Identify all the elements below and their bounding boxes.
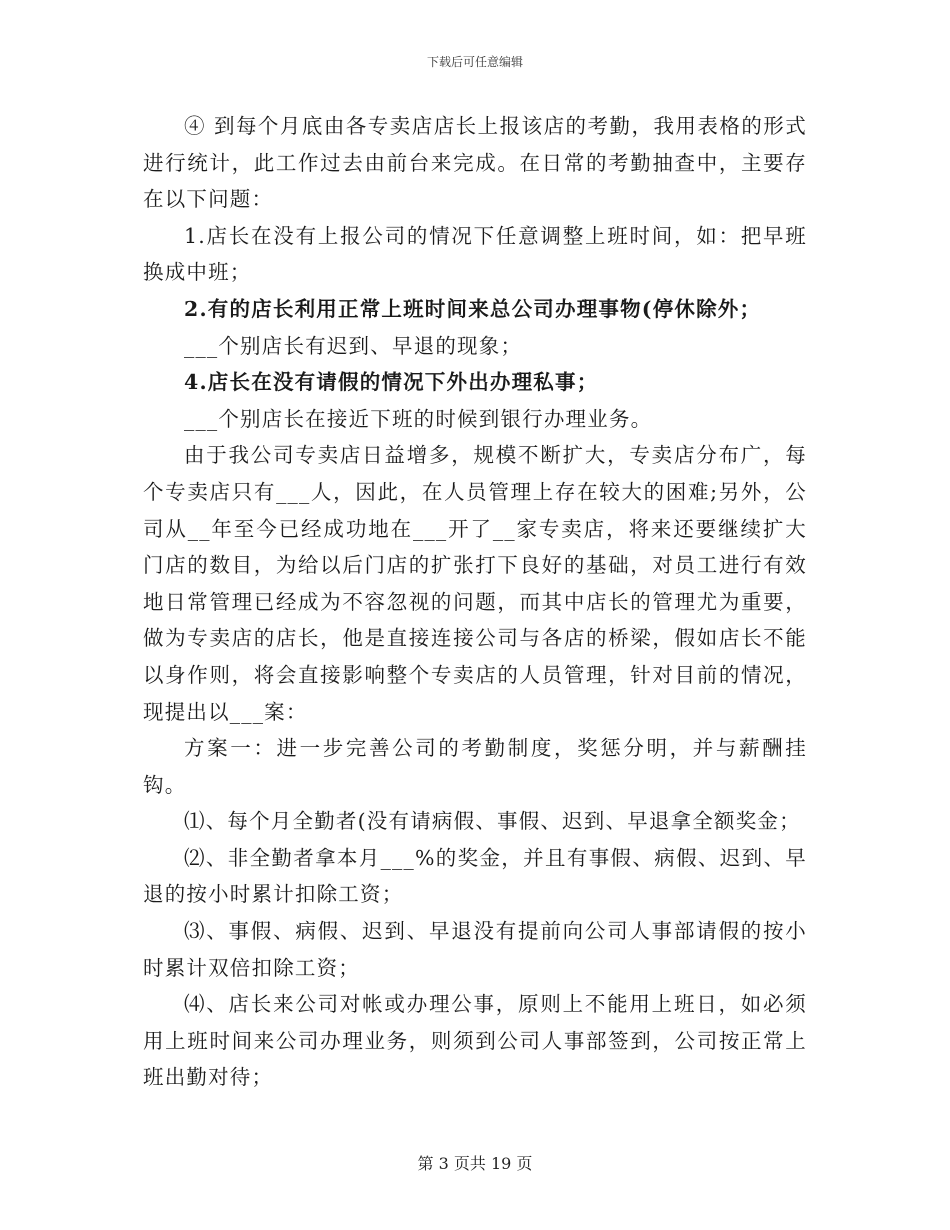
paragraph: ⑶、事假、病假、迟到、早退没有提前向公司人事部请假的按小时累计双倍扣除工资； xyxy=(143,919,807,980)
paragraph: ④ 到每个月底由各专卖店店长上报该店的考勤，我用表格的形式进行统计，此工作过去由前台来完成。在日常的考勤抽查中，主要存在以下问题： xyxy=(143,114,807,212)
paragraph: ⑴、每个月全勤者(没有请病假、事假、迟到、早退拿全额奖金； xyxy=(184,809,801,834)
header-note: 下载后可任意编辑 xyxy=(426,55,523,69)
paragraph: 1.店长在没有上报公司的情况下任意调整上班时间，如：把早班换成中班； xyxy=(143,223,807,285)
paragraph: 方案一：进一步完善公司的考勤制度，奖惩分明，并与薪酬挂钩。 xyxy=(143,736,807,797)
paragraph: ⑷、店长来公司对帐或办理公事，原则上不能用上班日，如必须用上班时间来公司办理业务，则须到公司人事部签到，公司按正常上班出勤对待； xyxy=(143,992,807,1090)
paragraph: 2.有的店长利用正常上班时间来总公司办理事物(停休除外； xyxy=(184,296,762,321)
paragraph: ___个别店长有迟到、早退的现象； xyxy=(184,333,523,358)
paragraph: ⑵、非全勤者拿本月___%的奖金，并且有事假、病假、迟到、早退的按小时累计扣除工资； xyxy=(143,845,807,907)
paragraph: ___个别店长在接近下班的时候到银行办理业务。 xyxy=(184,406,653,431)
page-number: 第 3 页共 19 页 xyxy=(417,1154,533,1173)
paragraph: 4.店长在没有请假的情况下外出办理私事； xyxy=(184,370,599,395)
paragraph: 由于我公司专卖店日益增多，规模不断扩大，专卖店分布广，每个专卖店只有___人，因此，在人员管理上存在较大的困难;另外，公司从__年至今已经成功地在___开了__家专卖店，将来还要继续扩大门店的数目，为给以后门店的扩张打下良好的基础，对员工进行有效地日常管理已经成为不容忽视的问题，而其中店长的管理尤为重要，做为专卖店的店长，他是直接连接公司与各店的桥梁，假如店长不能以身作则，将会直接影响整个专卖店的人员管理，针对目前的情况，现提出以___案： xyxy=(143,443,807,724)
document-body xyxy=(143,108,807,1096)
